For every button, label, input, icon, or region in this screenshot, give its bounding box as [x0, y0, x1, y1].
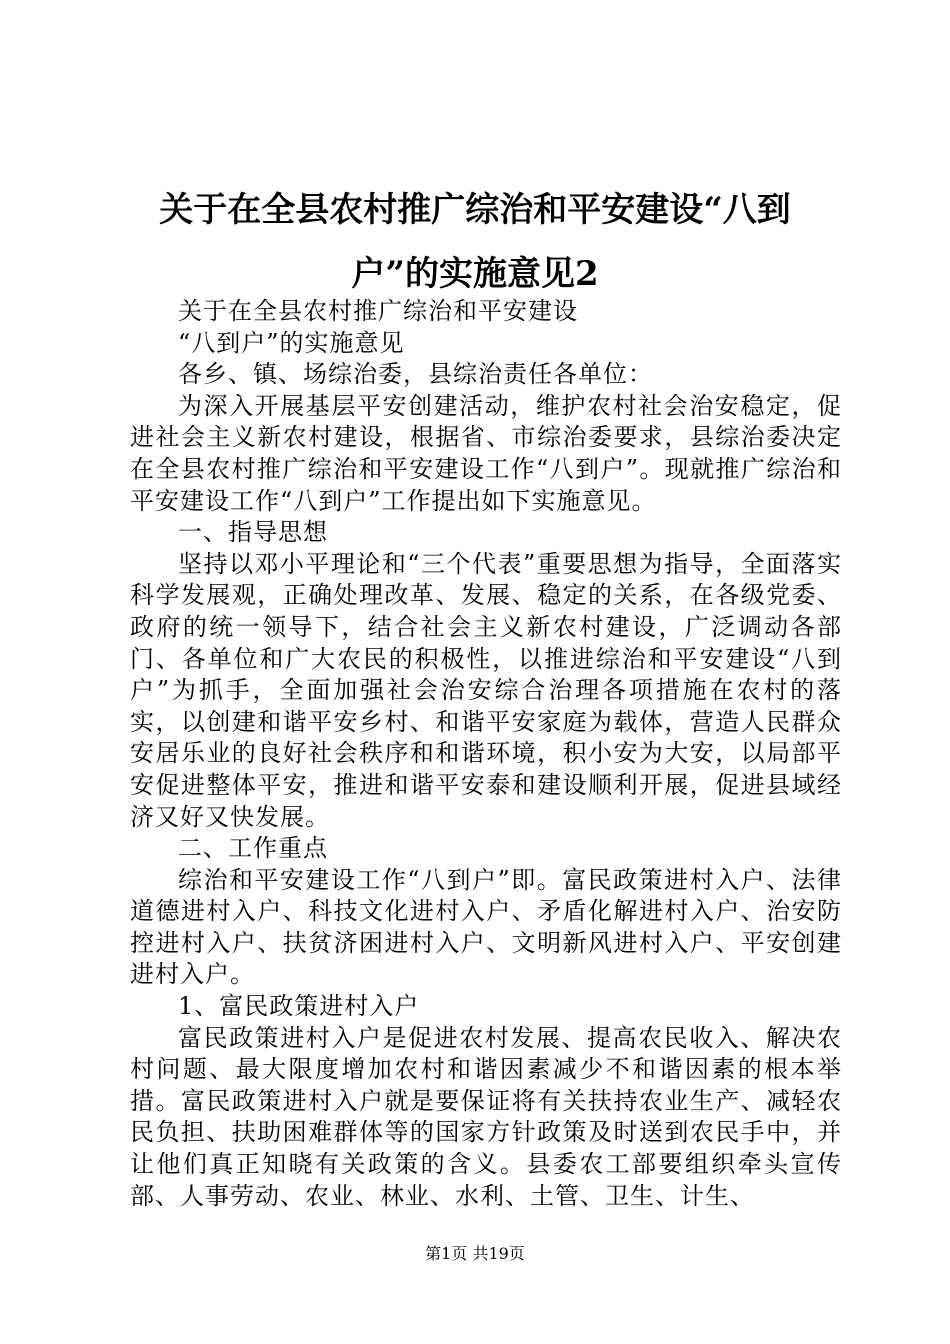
paragraph: 综治和平安建设工作“八到户”即。富民政策进村入户、法律道德进村入户、科技文化进村入户、矛盾化解进村入户、治安防控进村入户、扶贫济困进村入户、文明新风进村入户、平安创建进村入户。 — [130, 865, 842, 989]
section-heading: 二、工作重点 — [178, 834, 328, 863]
paragraph: 为深入开展基层平安创建活动，维护农村社会治安稳定，促进社会主义新农村建设，根据省、市综治委要求，县综治委决定在全县农村推广综治和平安建设工作“八到户”。现就推广综治和平安建设工作“八到户”工作提出如下实施意见。 — [130, 391, 842, 515]
title-line-1: 关于在全县农村推广综治和平安建设“八到 — [159, 190, 791, 230]
section-heading: 一、指导思想 — [178, 518, 328, 547]
paragraph: 富民政策进村入户是促进农村发展、提高农民收入、解决农村问题、最大限度增加农村和谐因素减少不和谐因素的根本举措。富民政策进村入户就是要保证将有关扶持农业生产、减轻农民负担、扶助困难群体等的国家方针政策及时送到农民手中，并让他们真正知晓有关政策的含义。县委农工部要组织牵头宣传部、人事劳动、农业、林业、水利、土管、卫生、计生、 — [130, 1023, 842, 1210]
paragraph: 坚持以邓小平理论和“三个代表”重要思想为指导，全面落实科学发展观，正确处理改革、发展、稳定的关系，在各级党委、政府的统一领导下，结合社会主义新农村建设，广泛调动各部门、各单位和广大农民的积极性，以推进综治和平安建设“八到户”为抓手，全面加强社会治安综合治理各项措施在农村的落实，以创建和谐平安乡村、和谐平安家庭为载体，营造人民群众安居乐业的良好社会秩序和和谐环境，积小安为大安，以局部平安促进整体平安，推进和谐平安泰和建设顺利开展，促进县域经济又好又快发展。 — [130, 549, 842, 831]
document-title — [110, 178, 840, 306]
paragraph: 关于在全县农村推广综治和平安建设 — [178, 297, 578, 325]
page-footer: 第1页 共19页 — [425, 1244, 525, 1263]
paragraph: 各乡、镇、场综治委，县综治责任各单位： — [178, 360, 653, 389]
paragraph: “八到户”的实施意见 — [178, 328, 405, 357]
subsection-heading: 1、富民政策进村入户 — [178, 992, 420, 1021]
document-body — [130, 296, 842, 1212]
title-line-2: 户”的实施意见2 — [351, 254, 599, 294]
